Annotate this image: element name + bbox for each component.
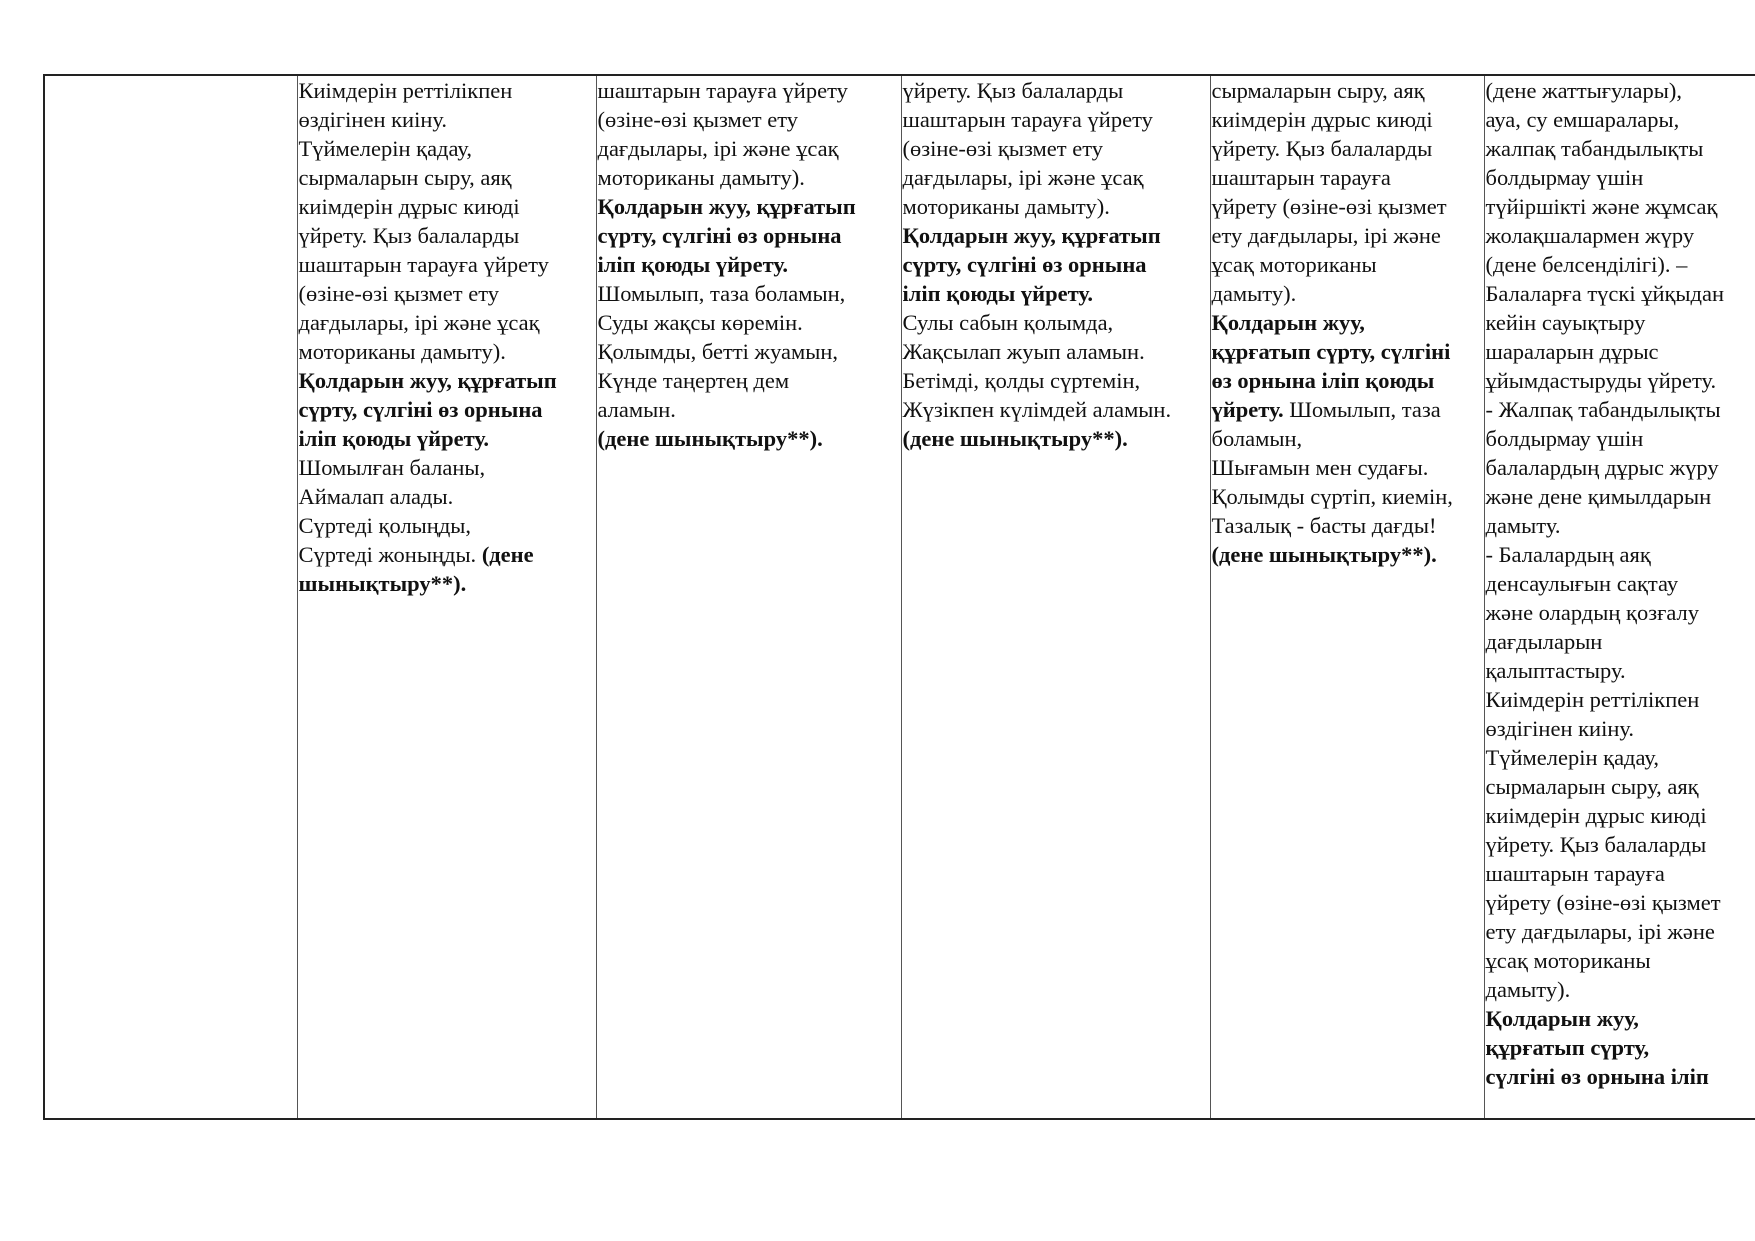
text-run: дағдылары, ірі және ұсақ [902, 165, 1144, 190]
text-run: дағдылары, ірі және ұсақ [298, 310, 540, 335]
text-line [299, 482, 595, 511]
text-line [1486, 511, 1755, 540]
text-run: жалпақ табандылықты [1485, 136, 1704, 161]
text-line [299, 308, 595, 337]
table-cell [1484, 75, 1755, 1119]
text-line [1486, 656, 1755, 685]
table-cell [1210, 75, 1484, 1119]
text-line [299, 337, 595, 366]
text-run: (дене шынықтыру**). [1211, 542, 1437, 567]
text-line [1486, 105, 1755, 134]
text-line [598, 163, 900, 192]
text-run: сүлгіні өз орнына іліп [1485, 1064, 1709, 1089]
text-run: сырмаларын сыру, аяқ [1485, 774, 1699, 799]
text-run: шынықтыру**). [298, 571, 467, 596]
text-line [903, 337, 1209, 366]
text-line [1486, 134, 1755, 163]
text-line [1486, 772, 1755, 801]
text-run: шаштарын тарауға үйрету [902, 107, 1153, 132]
text-line [903, 76, 1209, 105]
text-run: дамыту). [1211, 281, 1297, 306]
text-run: Түймелерін қадау, [1485, 745, 1659, 770]
text-run: сүрту, сүлгіні өз орнына [902, 252, 1147, 277]
text-line [903, 366, 1209, 395]
text-run: аламын. [597, 397, 676, 422]
text-run: Шомылып, таза боламын, [597, 281, 846, 306]
text-line [903, 395, 1209, 424]
text-line [903, 163, 1209, 192]
text-run: өз орнына іліп қоюды [1211, 368, 1435, 393]
text-line [598, 366, 900, 395]
text-line [299, 134, 595, 163]
text-line [1486, 1033, 1755, 1062]
text-line [299, 366, 595, 395]
text-line [1486, 453, 1755, 482]
text-run: (дене жаттығулары), [1485, 78, 1683, 103]
text-run: боламын, [1211, 426, 1303, 451]
text-run: (өзіне-өзі қызмет ету [298, 281, 499, 306]
text-line [1212, 105, 1483, 134]
text-line [1212, 366, 1483, 395]
text-run: дамыту). [1485, 977, 1571, 1002]
text-run: Қолдарын жуу, құрғатып [902, 223, 1161, 248]
text-line [598, 134, 900, 163]
text-line [299, 453, 595, 482]
text-line [1486, 569, 1755, 598]
text-run: құрғатып сүрту, [1485, 1035, 1650, 1060]
text-line [1486, 801, 1755, 830]
text-run: шаштарын тарауға [1485, 861, 1665, 886]
text-run: ауа, су емшаралары, [1485, 107, 1680, 132]
text-run: үйрету. [1211, 397, 1284, 422]
text-run: қалыптастыру. [1485, 658, 1626, 683]
text-run: Шығамын мен судағы. [1211, 455, 1429, 480]
plan-table [43, 74, 1755, 1120]
text-run: ұсақ моториканы [1485, 948, 1651, 973]
text-run: ету дағдылары, ірі және [1485, 919, 1715, 944]
text-line [598, 395, 900, 424]
text-line [1486, 395, 1755, 424]
text-line [1486, 279, 1755, 308]
table-cell [596, 75, 901, 1119]
text-run: Шомылып, таза [1283, 397, 1441, 422]
text-line [598, 337, 900, 366]
text-line [1486, 221, 1755, 250]
text-line [1212, 192, 1483, 221]
text-line [1486, 859, 1755, 888]
text-run: сүрту, сүлгіні өз орнына [597, 223, 842, 248]
text-line [299, 569, 595, 598]
text-line [1486, 1004, 1755, 1033]
text-run: Сулы сабын қолымда, [902, 310, 1114, 335]
text-run: моториканы дамыту). [597, 165, 805, 190]
text-line [903, 308, 1209, 337]
text-line [1486, 163, 1755, 192]
text-run: моториканы дамыту). [902, 194, 1110, 219]
text-run: кейін сауықтыру [1485, 310, 1646, 335]
text-line [1486, 76, 1755, 105]
text-run: киімдерін дұрыс киюді [1211, 107, 1433, 132]
text-run: - Жалпақ табандылықты [1485, 397, 1721, 422]
text-line [903, 250, 1209, 279]
text-line [903, 134, 1209, 163]
text-line [299, 279, 595, 308]
text-run: шараларын дұрыс [1485, 339, 1659, 364]
text-line [299, 395, 595, 424]
text-line [299, 250, 595, 279]
text-run: шаштарын тарауға үйрету [298, 252, 549, 277]
text-run: үйрету. Қыз балаларды [298, 223, 520, 248]
text-line [1486, 192, 1755, 221]
text-run: ұсақ моториканы [1211, 252, 1377, 277]
text-run: сүрту, сүлгіні өз орнына [298, 397, 543, 422]
text-run: болдырмау үшін [1485, 426, 1644, 451]
text-run: Қолдарын жуу, [1485, 1006, 1639, 1031]
text-line [1486, 946, 1755, 975]
text-run: дамыту. [1485, 513, 1561, 538]
text-line [1486, 540, 1755, 569]
text-run: денсаулығын сақтау [1485, 571, 1679, 596]
text-line [1212, 395, 1483, 424]
text-run: және олардың қозғалу [1485, 600, 1699, 625]
table-cell [44, 75, 297, 1119]
text-line [903, 105, 1209, 134]
text-run: Суды жақсы көремін. [597, 310, 803, 335]
text-run: Жақсылап жуып аламын. [902, 339, 1145, 364]
text-run: дағдыларын [1485, 629, 1603, 654]
text-line [598, 279, 900, 308]
text-run: Сүртеді қолыңды, [298, 513, 472, 538]
text-line [1486, 1062, 1755, 1091]
text-line [299, 540, 595, 569]
text-run: Түймелерін қадау, [298, 136, 472, 161]
text-run: Қолдарын жуу, құрғатып [597, 194, 856, 219]
text-line [1486, 482, 1755, 511]
text-line [299, 105, 595, 134]
text-run: үйрету. Қыз балаларды [902, 78, 1124, 103]
text-run: (дене шынықтыру**). [902, 426, 1128, 451]
text-line [598, 192, 900, 221]
text-run: Шомылған баланы, [298, 455, 486, 480]
text-line [598, 424, 900, 453]
text-line [1486, 830, 1755, 859]
text-line [1486, 743, 1755, 772]
text-line [1212, 221, 1483, 250]
text-line [1212, 337, 1483, 366]
text-run: түйіршікті және жұмсақ [1485, 194, 1718, 219]
text-line [1212, 134, 1483, 163]
text-run: (өзіне-өзі қызмет ету [902, 136, 1103, 161]
text-run: Киімдерін реттілікпен [298, 78, 513, 103]
text-run: іліп қоюды үйрету. [298, 426, 490, 451]
text-run: іліп қоюды үйрету. [902, 281, 1094, 306]
text-run: іліп қоюды үйрету. [597, 252, 789, 277]
text-run: Сүртеді жоныңды. [298, 542, 482, 567]
text-line [903, 279, 1209, 308]
text-run: - Балалардың аяқ [1485, 542, 1651, 567]
text-line [1486, 975, 1755, 1004]
text-line [1212, 308, 1483, 337]
text-line [598, 105, 900, 134]
text-run: ету дағдылары, ірі және [1211, 223, 1441, 248]
text-run: үйрету. Қыз балаларды [1485, 832, 1707, 857]
text-run: (дене белсенділігі). – [1485, 252, 1688, 277]
text-line [299, 221, 595, 250]
text-run-bold: (дене [481, 542, 534, 567]
text-run: үйрету (өзіне-өзі қызмет [1485, 890, 1721, 915]
text-line [1486, 627, 1755, 656]
text-run: ұйымдастыруды үйрету. [1485, 368, 1717, 393]
text-run: Балаларға түскі ұйқыдан [1485, 281, 1725, 306]
text-run: Аймалап алады. [298, 484, 454, 509]
text-run: киімдерін дұрыс киюді [1485, 803, 1707, 828]
text-line [598, 221, 900, 250]
text-run: Тазалық - басты дағды! [1211, 513, 1437, 538]
text-line [299, 511, 595, 540]
text-run: Қолдарын жуу, құрғатып [298, 368, 557, 393]
text-run: Киімдерін реттілікпен [1485, 687, 1700, 712]
text-line [903, 424, 1209, 453]
text-line [1212, 424, 1483, 453]
text-line [1486, 308, 1755, 337]
text-line [1486, 714, 1755, 743]
text-run: Жүзікпен күлімдей аламын. [902, 397, 1172, 422]
text-run: өздігінен киіну. [1485, 716, 1634, 741]
text-run: Бетімді, қолды сүртемін, [902, 368, 1141, 393]
text-run: Қолдарын жуу, [1211, 310, 1365, 335]
text-line [1212, 250, 1483, 279]
text-run: сырмаларын сыру, аяқ [1211, 78, 1425, 103]
text-line [1212, 511, 1483, 540]
text-line [1212, 482, 1483, 511]
text-line [903, 192, 1209, 221]
text-run: үйрету. Қыз балаларды [1211, 136, 1433, 161]
text-line [1486, 598, 1755, 627]
table-cell [297, 75, 596, 1119]
text-run: Күнде таңертең дем [597, 368, 790, 393]
text-line [598, 76, 900, 105]
text-line [903, 221, 1209, 250]
text-line [598, 308, 900, 337]
text-run: сырмаларын сыру, аяқ [298, 165, 512, 190]
text-line [1212, 540, 1483, 569]
text-line [598, 250, 900, 279]
text-line [299, 76, 595, 105]
text-run: өздігінен киіну. [298, 107, 447, 132]
text-line [1486, 250, 1755, 279]
text-line [1486, 337, 1755, 366]
text-run: дағдылары, ірі және ұсақ [597, 136, 839, 161]
text-run: балалардың дұрыс жүру [1485, 455, 1719, 480]
text-line [299, 163, 595, 192]
text-line [1486, 685, 1755, 714]
text-run: Қолымды, бетті жуамын, [597, 339, 839, 364]
text-run: болдырмау үшін [1485, 165, 1644, 190]
text-line [299, 424, 595, 453]
text-run: киімдерін дұрыс киюді [298, 194, 520, 219]
text-line [1486, 888, 1755, 917]
text-line [1486, 366, 1755, 395]
text-run: және дене қимылдарын [1485, 484, 1712, 509]
text-line [1212, 279, 1483, 308]
text-run: шаштарын тарауға [1211, 165, 1391, 190]
text-line [1486, 424, 1755, 453]
text-run: шаштарын тарауға үйрету [597, 78, 848, 103]
text-line [1212, 76, 1483, 105]
text-run: Қолымды сүртіп, киемін, [1211, 484, 1453, 509]
text-run: (өзіне-өзі қызмет ету [597, 107, 798, 132]
text-run: (дене шынықтыру**). [597, 426, 823, 451]
table-cell [901, 75, 1210, 1119]
text-line [1212, 453, 1483, 482]
text-line [299, 192, 595, 221]
text-line [1486, 917, 1755, 946]
text-run: моториканы дамыту). [298, 339, 506, 364]
table-row [44, 75, 1755, 1119]
text-run: құрғатып сүрту, сүлгіні [1211, 339, 1451, 364]
text-run: үйрету (өзіне-өзі қызмет [1211, 194, 1447, 219]
text-run: жолақшалармен жүру [1485, 223, 1695, 248]
text-line [1212, 163, 1483, 192]
